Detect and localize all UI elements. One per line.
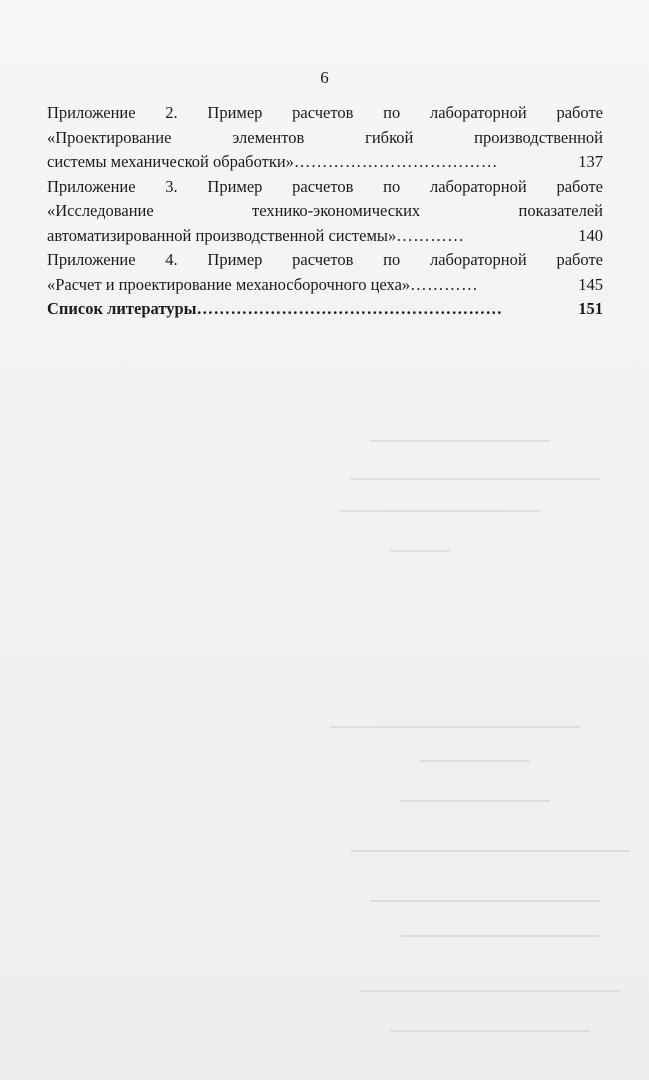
toc-page-number: 151 bbox=[578, 299, 603, 318]
toc-entry-line: Приложение 2. Пример расчетов по лабораторной работе bbox=[47, 103, 603, 122]
dot-leader: ……………………………………………… bbox=[196, 299, 503, 318]
toc-entry-last-line bbox=[47, 297, 603, 322]
toc-entry-line: «Расчет и проектирование механосборочного цеха» bbox=[47, 274, 411, 294]
toc-entry-last-line bbox=[47, 150, 603, 175]
dot-leader: ………… bbox=[396, 225, 465, 245]
toc-entry-bibliography bbox=[47, 297, 603, 322]
toc-entry-last-line bbox=[47, 224, 603, 249]
dot-leader: ………… bbox=[410, 274, 479, 294]
toc-entry-line: системы механической обработки» bbox=[47, 152, 294, 171]
toc-page-number: 137 bbox=[578, 152, 603, 171]
toc-page-number: 140 bbox=[578, 225, 603, 245]
table-of-contents bbox=[47, 101, 603, 322]
toc-entry-line: «Исследование технико-экономических показателей bbox=[47, 201, 603, 220]
toc-page-number: 145 bbox=[578, 274, 603, 294]
page-number: 6 bbox=[320, 68, 329, 87]
bleed-through-texture bbox=[330, 430, 630, 1050]
toc-entry-appendix-4 bbox=[47, 248, 603, 297]
toc-entry-last-line bbox=[47, 273, 603, 298]
toc-entry-line: Приложение 3. Пример расчетов по лабораторной работе bbox=[47, 176, 603, 196]
dot-leader: ……………………………… bbox=[293, 152, 498, 171]
toc-entry-appendix-2 bbox=[47, 101, 603, 175]
toc-entry-line: автоматизированной производственной системы» bbox=[47, 225, 397, 245]
toc-entry-line: Список литературы bbox=[47, 299, 197, 318]
toc-entry-line: «Проектирование элементов гибкой производственной bbox=[47, 127, 603, 147]
toc-entry-appendix-3 bbox=[47, 175, 603, 249]
toc-entry-line: Приложение 4. Пример расчетов по лабораторной работе bbox=[47, 250, 603, 269]
